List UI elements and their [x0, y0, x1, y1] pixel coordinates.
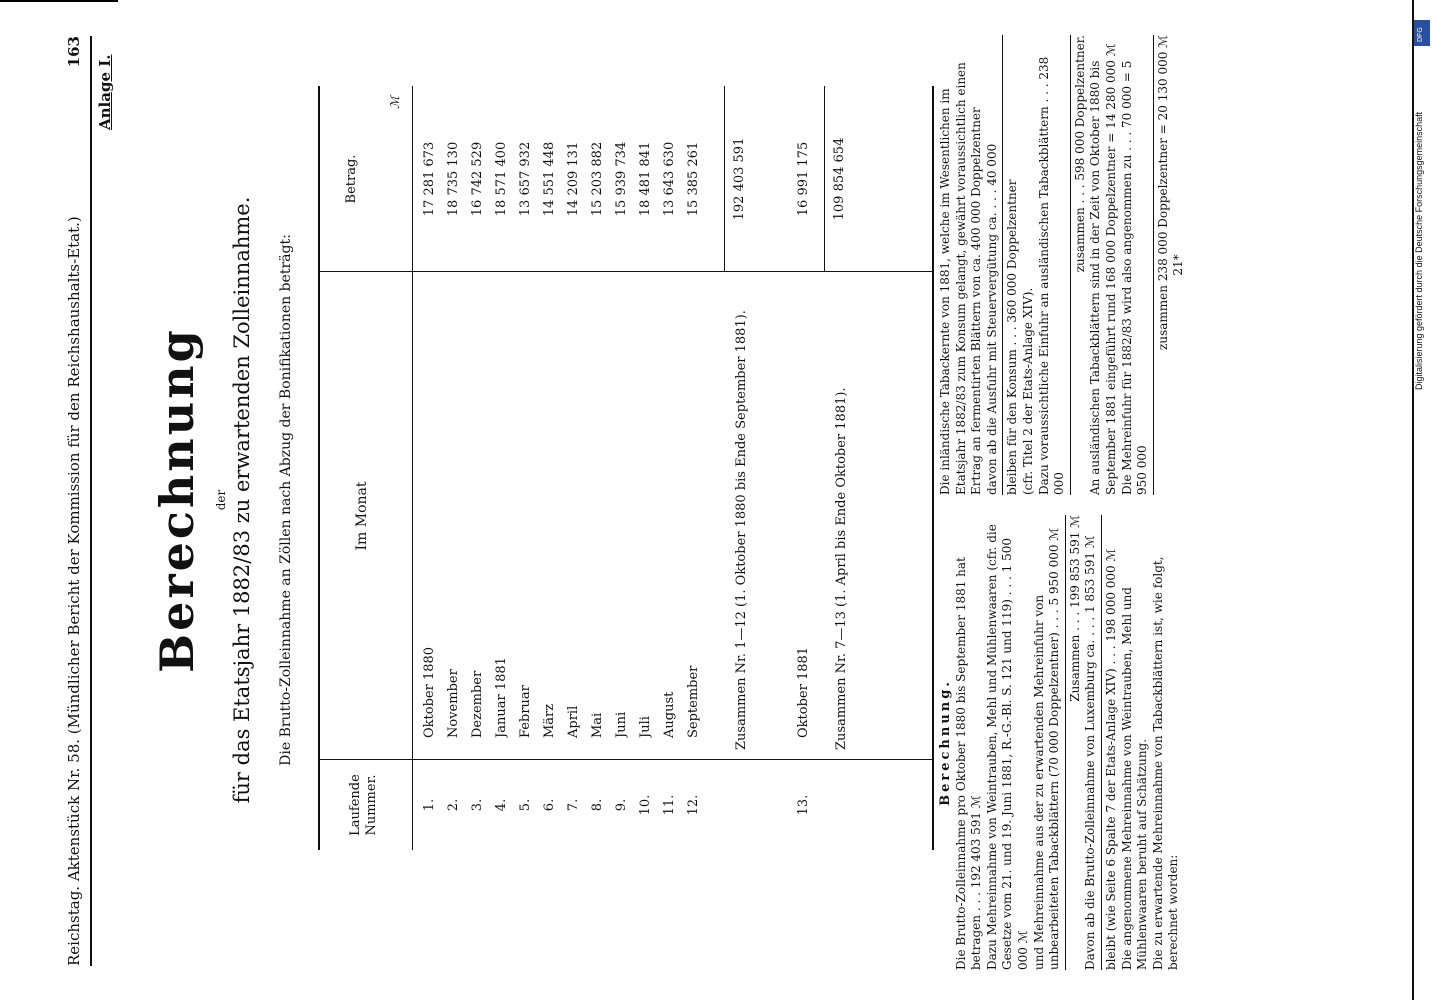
document-subtitle: für das Etatsjahr 1882/83 zu erwartenden Zolleinnahme. [230, 196, 254, 804]
row-amount: 13 657 932 [518, 141, 533, 217]
row-month: September [686, 665, 701, 738]
tobacco-rule-1 [1002, 35, 1003, 495]
sum1-label: Zusammen Nr. 1—12 (1. Oktober 1880 bis Ende September 1881). [734, 310, 749, 750]
calc-p1: Die Brutto-Zolleinnahme pro Oktober 1880 bis September 1881 hat betragen . . . 192 403 591 ℳ [953, 557, 984, 970]
row-amount: 15 939 734 [614, 141, 629, 217]
sum1-rule [724, 86, 725, 272]
row-nr: 10. [638, 794, 653, 816]
table-row [796, 86, 818, 850]
tobacco-p5: Dazu voraussichtliche Einfuhr an ausländischen Tabackblättern . . . 238 000 [1036, 56, 1067, 495]
table-row [446, 86, 468, 850]
calc-p2: Dazu Mehreinnahme von Weintrauben, Mehl und Mühlenwaaren (cfr. die Gesetze vom 21. und 19. Juni 1881, R.-G.-Bl. S. 121 und 119) . . . 1 500 000 ℳ [984, 524, 1030, 970]
table-header-row [320, 86, 413, 850]
table-row [494, 86, 516, 850]
row-nr: 12. [686, 794, 701, 816]
row-amount: 14 551 448 [542, 141, 557, 217]
tobacco-p1: Die inländische Tabackernte von 1881, welche im Wesentlichen im Etatsjahr 1882/83 zum Konsum gelangt, gewährt voraussichtlich einen Ertrag an fermentirten Blättern von ca. 400 000 Doppelzentner [938, 62, 984, 495]
row-amount: 14 209 131 [566, 141, 581, 217]
row-month: April [566, 705, 581, 738]
row-month: Juli [638, 716, 653, 738]
calc-p3: und Mehreinnahme aus der zu erwartenden Mehreinfuhr von unbearbeiteten Tabackblättern (70 000 Doppelzentner) . . . 5 950 000 ℳ [1031, 527, 1062, 970]
table-row [638, 86, 660, 850]
row-nr: 7. [566, 798, 581, 812]
row-month: März [542, 703, 557, 738]
row-nr: 5. [518, 798, 533, 812]
row-amount: 18 571 400 [494, 141, 509, 217]
tobacco-p3: bleiben für den Konsum . . . 360 000 Doppelzentner [1005, 179, 1020, 495]
row-amount: 16 991 175 [796, 141, 811, 217]
row-amount: 18 481 841 [638, 141, 653, 217]
row-nr: 9. [614, 798, 629, 812]
header-amount: Betrag. [344, 154, 359, 204]
tobacco-rule-2 [1070, 35, 1071, 495]
page-header [62, 36, 92, 966]
anlage-label: Anlage I. [96, 54, 114, 130]
tobacco-rule-3 [1153, 35, 1154, 495]
sum2-value: 109 854 654 [832, 137, 847, 221]
tobacco-p6: An ausländischen Tabackblättern sind in der Zeit von Oktober 1880 bis September 1881 eingeführt rund 168 000 Doppelzentner = 14 280 000 ℳ [1088, 43, 1118, 495]
left-calculation-column [938, 515, 1182, 970]
table-row [590, 86, 612, 850]
row-amount: 16 742 529 [470, 141, 485, 217]
row-nr: 8. [590, 798, 605, 812]
calc-p5: bleibt (wie Seite 6 Spalte 7 der Etats-Anlage XIV) . . . 198 000 000 ℳ [1103, 548, 1118, 970]
row-nr: 11. [662, 794, 677, 816]
table-row [518, 86, 540, 850]
sum1-value: 192 403 591 [732, 137, 747, 221]
table-row [422, 86, 444, 850]
revenue-table [318, 86, 934, 850]
sum2-rule [824, 86, 825, 272]
tobacco-p4: (cfr. Titel 2 der Etats-Anlage XIV). [1020, 287, 1035, 495]
row-month: Februar [518, 685, 533, 738]
row-nr: 4. [494, 798, 509, 812]
row-month: Oktober 1881 [796, 646, 811, 738]
digitization-credit: Digitalisierung gefördert durch die Deutsche Forschungsgemeinschaft [1414, 111, 1424, 390]
calc-p6: Die angenommene Mehreinnahme von Weintrauben, Mehl und Mühlenwaaren beruht auf Schätzung. [1119, 587, 1150, 970]
tobacco-p2: davon ab die Ausfuhr mit Steuervergütung ca. . . . 40 000 [984, 143, 999, 495]
row-nr: 1. [422, 798, 437, 812]
calc-heading: Berechnung. [938, 679, 953, 806]
document-title: Berechnung [150, 327, 204, 673]
row-month: November [446, 669, 461, 738]
right-tobacco-column [938, 35, 1187, 495]
row-amount: 13 643 630 [662, 141, 677, 217]
row-nr: 2. [446, 798, 461, 812]
title-der: der [214, 489, 228, 511]
row-month: Mai [590, 712, 605, 738]
table-row [662, 86, 684, 850]
row-month: Oktober 1880 [422, 646, 437, 738]
header-month: Im Monat [354, 481, 370, 551]
dfg-logo: DFG [1414, 20, 1430, 46]
table-row [686, 86, 708, 850]
table-row [542, 86, 564, 850]
calc-sum1: Zusammen . . . 199 853 591 ℳ [1067, 515, 1082, 702]
calc-rule-2 [1101, 515, 1102, 970]
row-amount: 17 281 673 [422, 141, 437, 217]
calc-p4: Davon ab die Brutto-Zolleinnahme von Luxemburg ca. . . . 1 853 591 ℳ [1083, 535, 1098, 970]
table-row [614, 86, 636, 850]
tobacco-p7: Die Mehreinfuhr für 1882/83 wird also angenommen zu . . . 70 000 = 5 950 000 [1119, 60, 1150, 495]
row-month: Januar 1881 [494, 657, 509, 738]
header-title: Reichstag. Aktenstück Nr. 58. (Mündlicher Bericht der Kommission für den Reichshaushalts-Etat.) [65, 216, 83, 966]
tobacco-sum1: zusammen . . . 598 000 Doppelzentner. [1072, 35, 1087, 273]
table-intro: Die Brutto-Zolleinnahme an Zöllen nach Abzug der Bonifikationen beträgt: [278, 234, 294, 766]
tobacco-sum2: zusammen 238 000 Doppelzentner = 20 130 000 ℳ [1155, 35, 1170, 350]
row-month: Juni [614, 711, 629, 738]
sum2-label: Zusammen Nr. 7—13 (1. April bis Ende Oktober 1881). [834, 387, 849, 750]
header-unit: ℳ [388, 96, 402, 109]
header-nr: Laufende Nummer. [348, 774, 379, 836]
row-amount: 18 735 130 [446, 141, 461, 217]
row-nr: 6. [542, 798, 557, 812]
page-signature: 21* [1171, 254, 1186, 276]
row-month: Dezember [470, 670, 485, 738]
table-row [566, 86, 588, 850]
row-amount: 15 203 882 [590, 141, 605, 217]
row-nr: 3. [470, 798, 485, 812]
row-month: August [662, 691, 677, 738]
table-row [470, 86, 492, 850]
row-nr: 13. [796, 794, 811, 816]
row-amount: 15 385 261 [686, 141, 701, 217]
calc-rule-1 [1065, 515, 1066, 970]
page-number: 163 [65, 36, 83, 68]
calc-p7: Die zu erwartende Mehreinnahme von Tabackblättern ist, wie folgt, berechnet worden: [1150, 556, 1181, 970]
